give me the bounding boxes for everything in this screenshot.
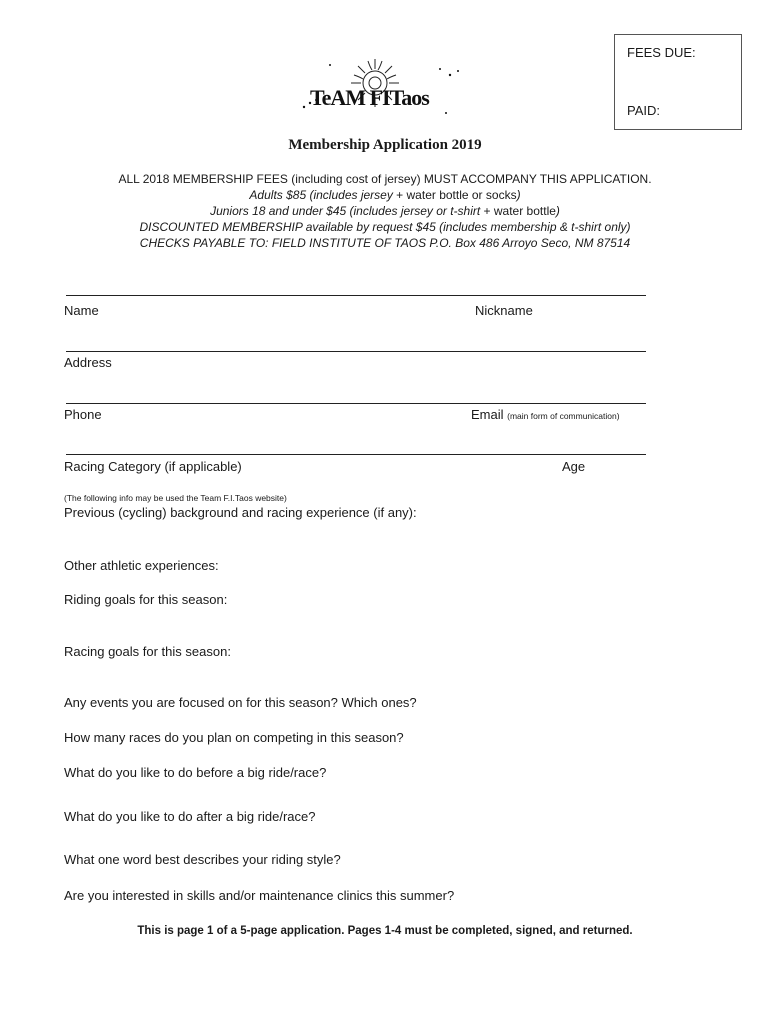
phone-label: Phone [64, 407, 102, 422]
notice-line-1: ALL 2018 MEMBERSHIP FEES (including cost of jersey) MUST ACCOMPANY THIS APPLICATION. [118, 172, 652, 186]
question-riding-goals: Riding goals for this season: [64, 592, 228, 607]
notice-line-2: Adults $85 (includes jersey + water bottle or socks) [249, 188, 521, 202]
page-footer-note: This is page 1 of a 5-page application. Pages 1-4 must be completed, signed, and returned. [137, 925, 633, 937]
notice-line-4: DISCOUNTED MEMBERSHIP available by request $45 (includes membership & t-shirt only) [139, 220, 631, 234]
website-note: (The following info may be used the Team F.I.Taos website) [64, 493, 287, 503]
racing-category-label: Racing Category (if applicable) [64, 459, 242, 474]
team-logo [290, 55, 470, 125]
address-line[interactable] [66, 351, 646, 352]
question-events-focused: Any events you are focused on for this season? Which ones? [64, 695, 417, 710]
question-clinics-interest: Are you interested in skills and/or maintenance clinics this summer? [64, 888, 455, 903]
address-label: Address [64, 355, 112, 370]
question-after-ride: What do you like to do after a big ride/race? [64, 809, 316, 824]
sunburst-logo-icon [290, 55, 470, 125]
email-note: (main form of communication) [507, 411, 620, 421]
racing-category-line[interactable] [66, 454, 646, 455]
page-title: Membership Application 2019 [288, 137, 482, 153]
logo-text: TeAM FITaos [310, 85, 429, 110]
question-riding-style: What one word best describes your riding style? [64, 852, 341, 867]
paid-label: PAID: [627, 103, 660, 118]
phone-line[interactable] [66, 403, 646, 404]
question-racing-goals: Racing goals for this season: [64, 644, 231, 659]
question-before-ride: What do you like to do before a big ride/race? [64, 765, 327, 780]
name-line[interactable] [66, 295, 646, 296]
question-cycling-background: Previous (cycling) background and racing experience (if any): [64, 505, 417, 520]
name-label: Name [64, 303, 99, 318]
question-races-planned: How many races do you plan on competing in this season? [64, 730, 404, 745]
age-label: Age [562, 459, 586, 474]
nickname-label: Nickname [475, 303, 533, 318]
fees-box [614, 34, 742, 130]
fees-due-label: FEES DUE: [627, 45, 696, 60]
notice-line-3: Juniors 18 and under $45 (includes jersey or t-shirt + water bottle) [210, 204, 560, 218]
notice-line-5: CHECKS PAYABLE TO: FIELD INSTITUTE OF TAOS P.O. Box 486 Arroyo Seco, NM 87514 [139, 236, 631, 250]
question-other-athletic: Other athletic experiences: [64, 558, 219, 573]
email-label: Email (main form of communication) [471, 407, 620, 422]
